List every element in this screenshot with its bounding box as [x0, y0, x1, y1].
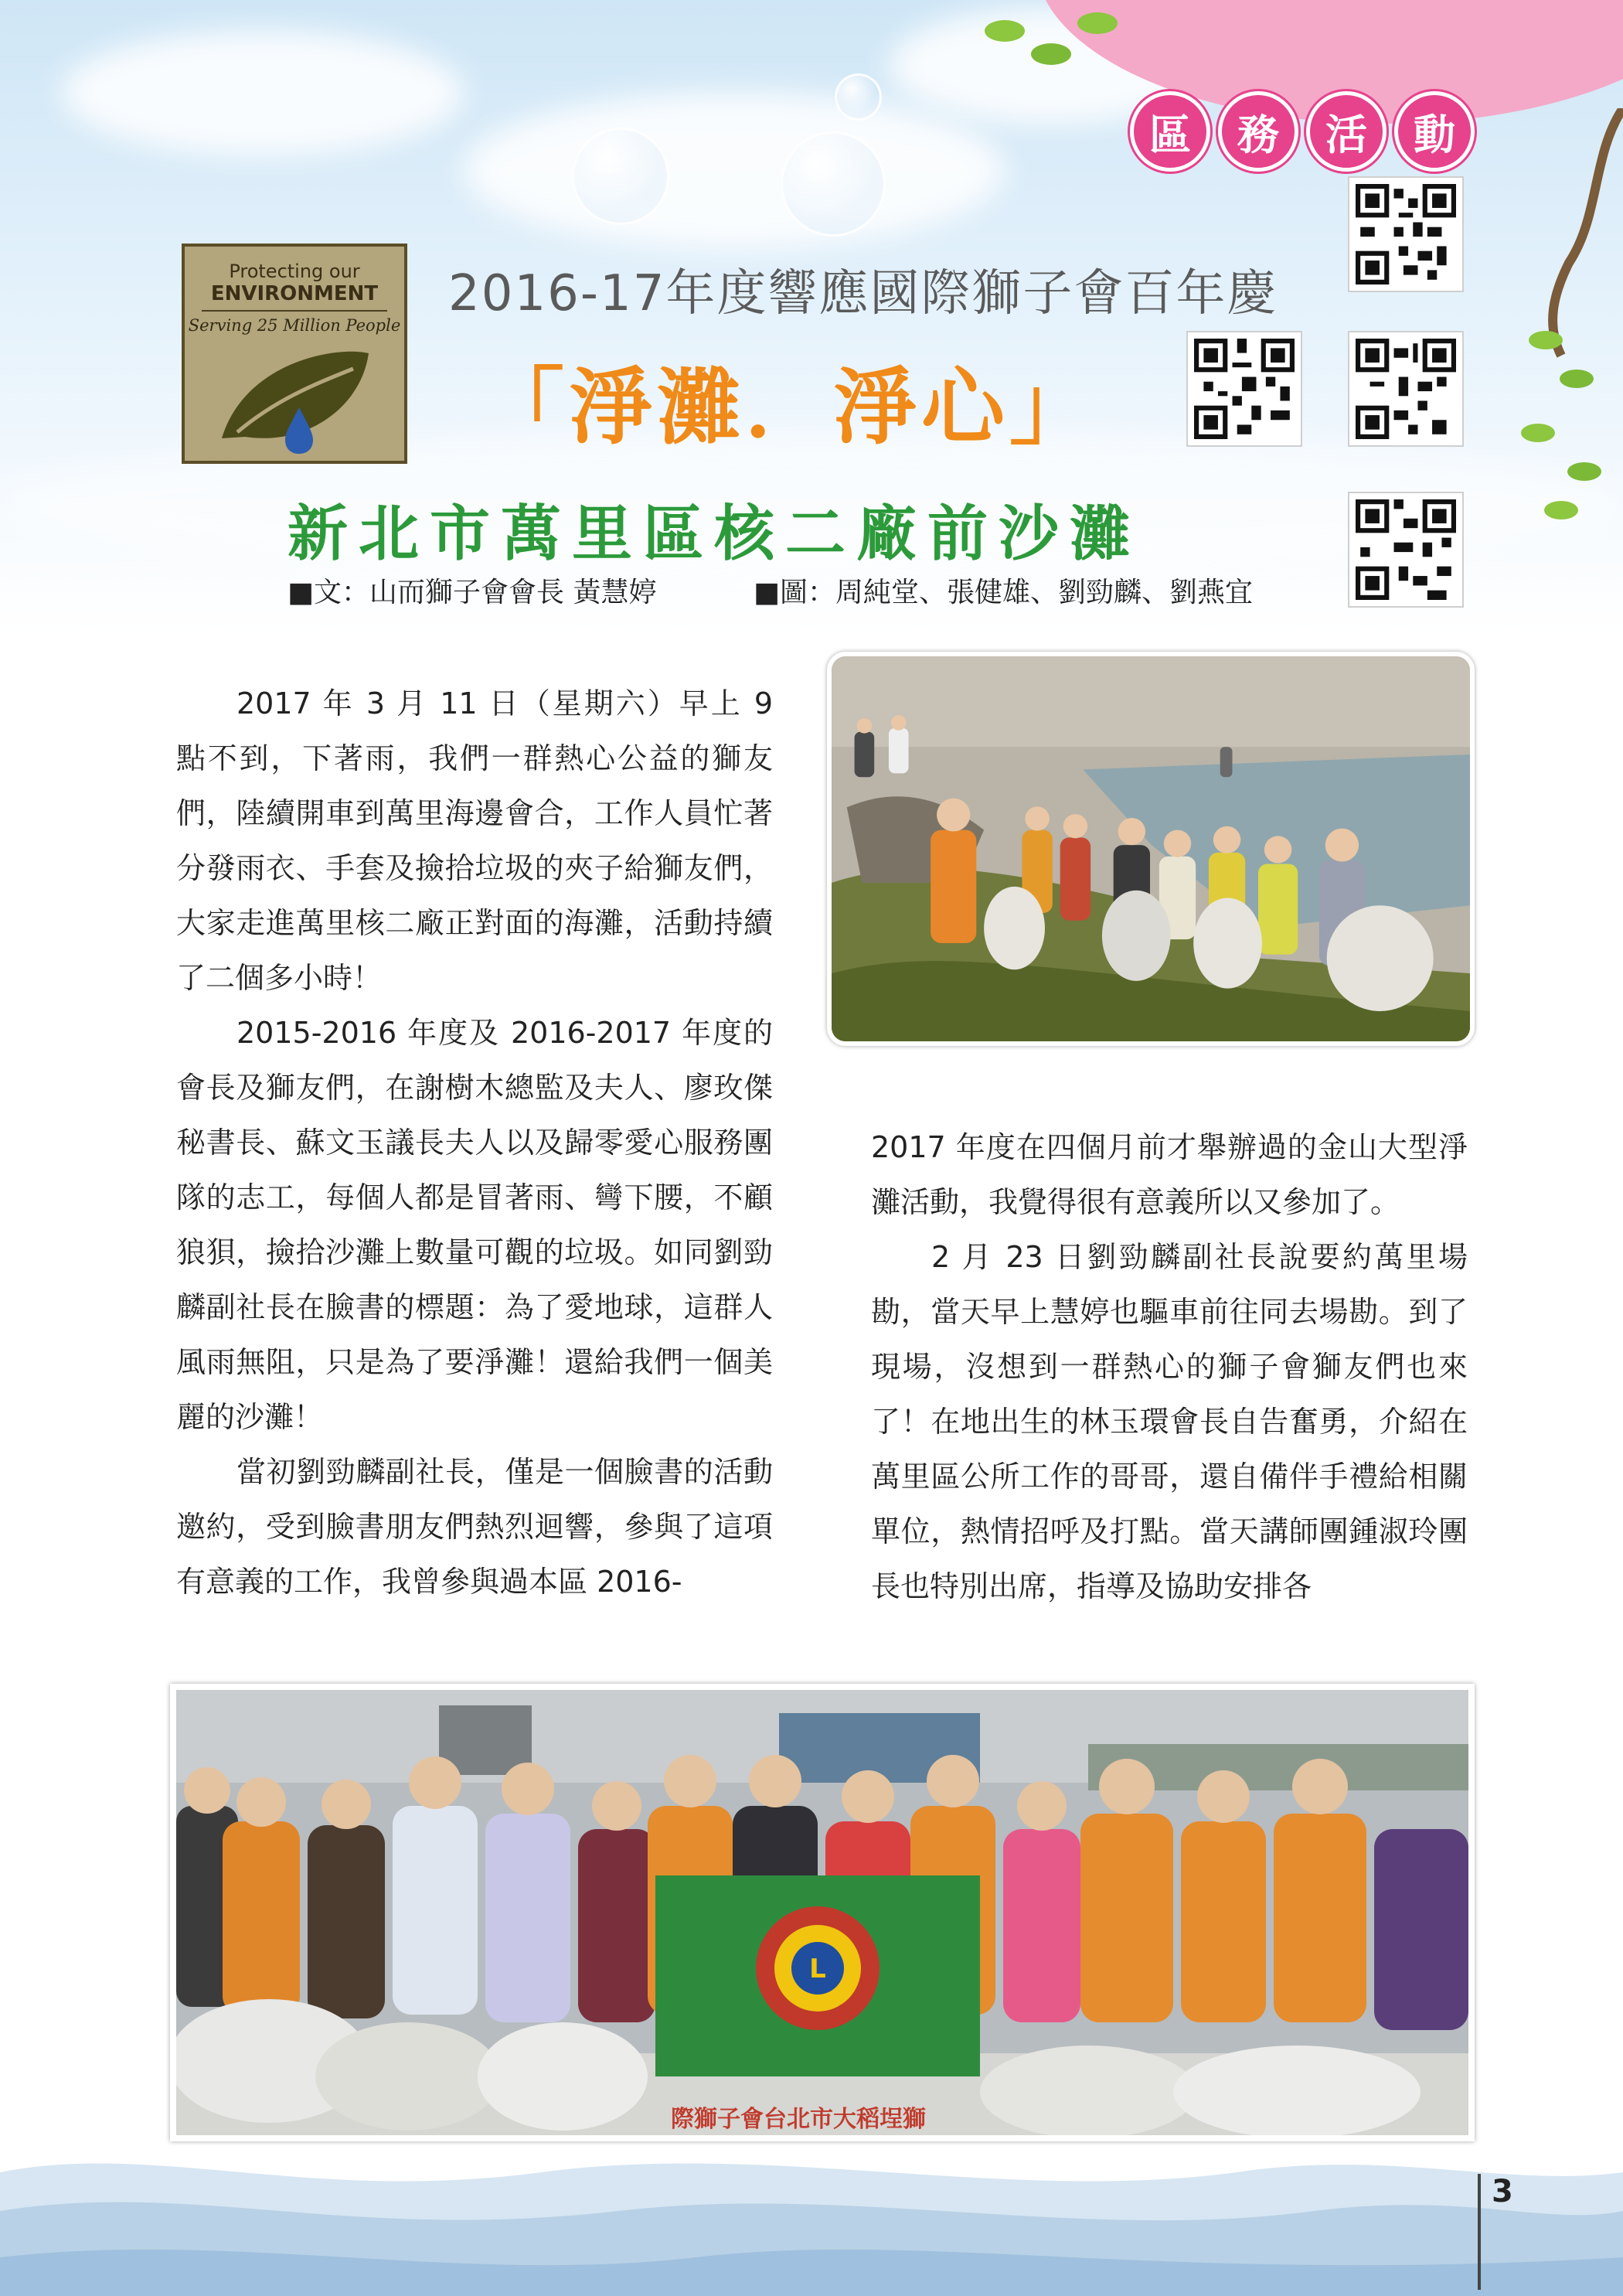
page-number: 3 [1478, 2174, 1513, 2290]
svg-text:L: L [809, 1954, 826, 1984]
logo-text: ENVIRONMENT [210, 282, 379, 305]
article-paragraph: 2017 年 3 月 11 日（星期六）早上 9 點不到，下著雨，我們一群熱心公益的獅友們，陸續開車到萬里海邊會合，工作人員忙著分發雨衣、手套及撿拾垃圾的夾子給獅友們，大家走進萬里核二廠正對面的海灘，活動持續了二個多小時！ [176, 686, 773, 995]
beach-cleanup-photo [827, 652, 1475, 1046]
cloud [62, 31, 464, 155]
article-right-column [871, 1120, 1468, 1614]
article-paragraph: 2015-2016 年度及 2016-2017 年度的會長及獅友們，在謝樹木總監及夫人、廖玫傑秘書長、蘇文玉議長夫人以及歸零愛心服務團隊的志工，每個人都是冒著雨、彎下腰，不顧狼狽，撿拾沙灘上數量可觀的垃圾。如同劉勁麟副社長在臉書的標題：為了愛地球，這群人風雨無阻，只是為了要淨灘！還給我們一個美麗的沙灘！ [176, 1016, 773, 1434]
bubble [781, 131, 886, 237]
footer-waves [0, 2141, 1623, 2296]
badge-char: 區 [1130, 91, 1210, 172]
bubble [835, 73, 882, 121]
bubble [572, 128, 669, 225]
flag-text: 際獅子會台北市大稻埕獅 [671, 2106, 926, 2133]
section-badge [1130, 91, 1475, 172]
environment-logo [182, 244, 407, 464]
qr-code[interactable] [1348, 331, 1464, 447]
photo-credit: ■圖：周純堂、張健雄、劉勁麟、劉燕宜 [754, 577, 1254, 608]
cloud [464, 93, 1005, 247]
badge-char: 動 [1394, 91, 1475, 172]
leaves-decoration [974, 0, 1144, 93]
article-paragraph: 2017 年度在四個月前才舉辦過的金山大型淨灘活動，我覺得很有意義所以又參加了。 [871, 1130, 1468, 1219]
article-location-title: 新北市萬里區核二廠前沙灘 [288, 499, 1142, 569]
logo-text: Protecting our [229, 261, 360, 282]
author-credit: ■文：山而獅子會會長 黃慧婷 [288, 577, 657, 608]
badge-char: 活 [1306, 91, 1387, 172]
leaf-drop-icon [214, 346, 376, 454]
group-photo-with-lions-flag [170, 1684, 1475, 2141]
article-left-column [176, 676, 773, 1610]
qr-code[interactable] [1186, 331, 1302, 447]
tree-branch-decoration [1515, 108, 1623, 526]
logo-text: Serving 25 Million People [188, 316, 401, 335]
qr-code[interactable] [1348, 492, 1464, 608]
logo-divider [202, 310, 387, 312]
article-subtitle: 2016-17年度響應國際獅子會百年慶 [448, 265, 1278, 322]
article-paragraph: 當初劉勁麟副社長，僅是一個臉書的活動邀約，受到臉書朋友們熱烈迴響，參與了這項有意義的工作，我曾參與過本區 2016- [176, 1455, 773, 1599]
article-main-title: 「淨灘．淨心」 [481, 359, 1098, 456]
article-paragraph: 2 月 23 日劉勁麟副社長說要約萬里場勘，當天早上慧婷也驅車前往同去場勘。到了現場，沒想到一群熱心的獅子會獅友們也來了！在地出生的林玉環會長自告奮勇，介紹在萬里區公所工作的哥哥，還自備伴手禮給相關單位，熱情招呼及打點。當天講師團鍾淑玲團長也特別出席，指導及協助安排各 [871, 1240, 1468, 1603]
qr-code[interactable] [1348, 176, 1464, 292]
badge-char: 務 [1218, 91, 1298, 172]
